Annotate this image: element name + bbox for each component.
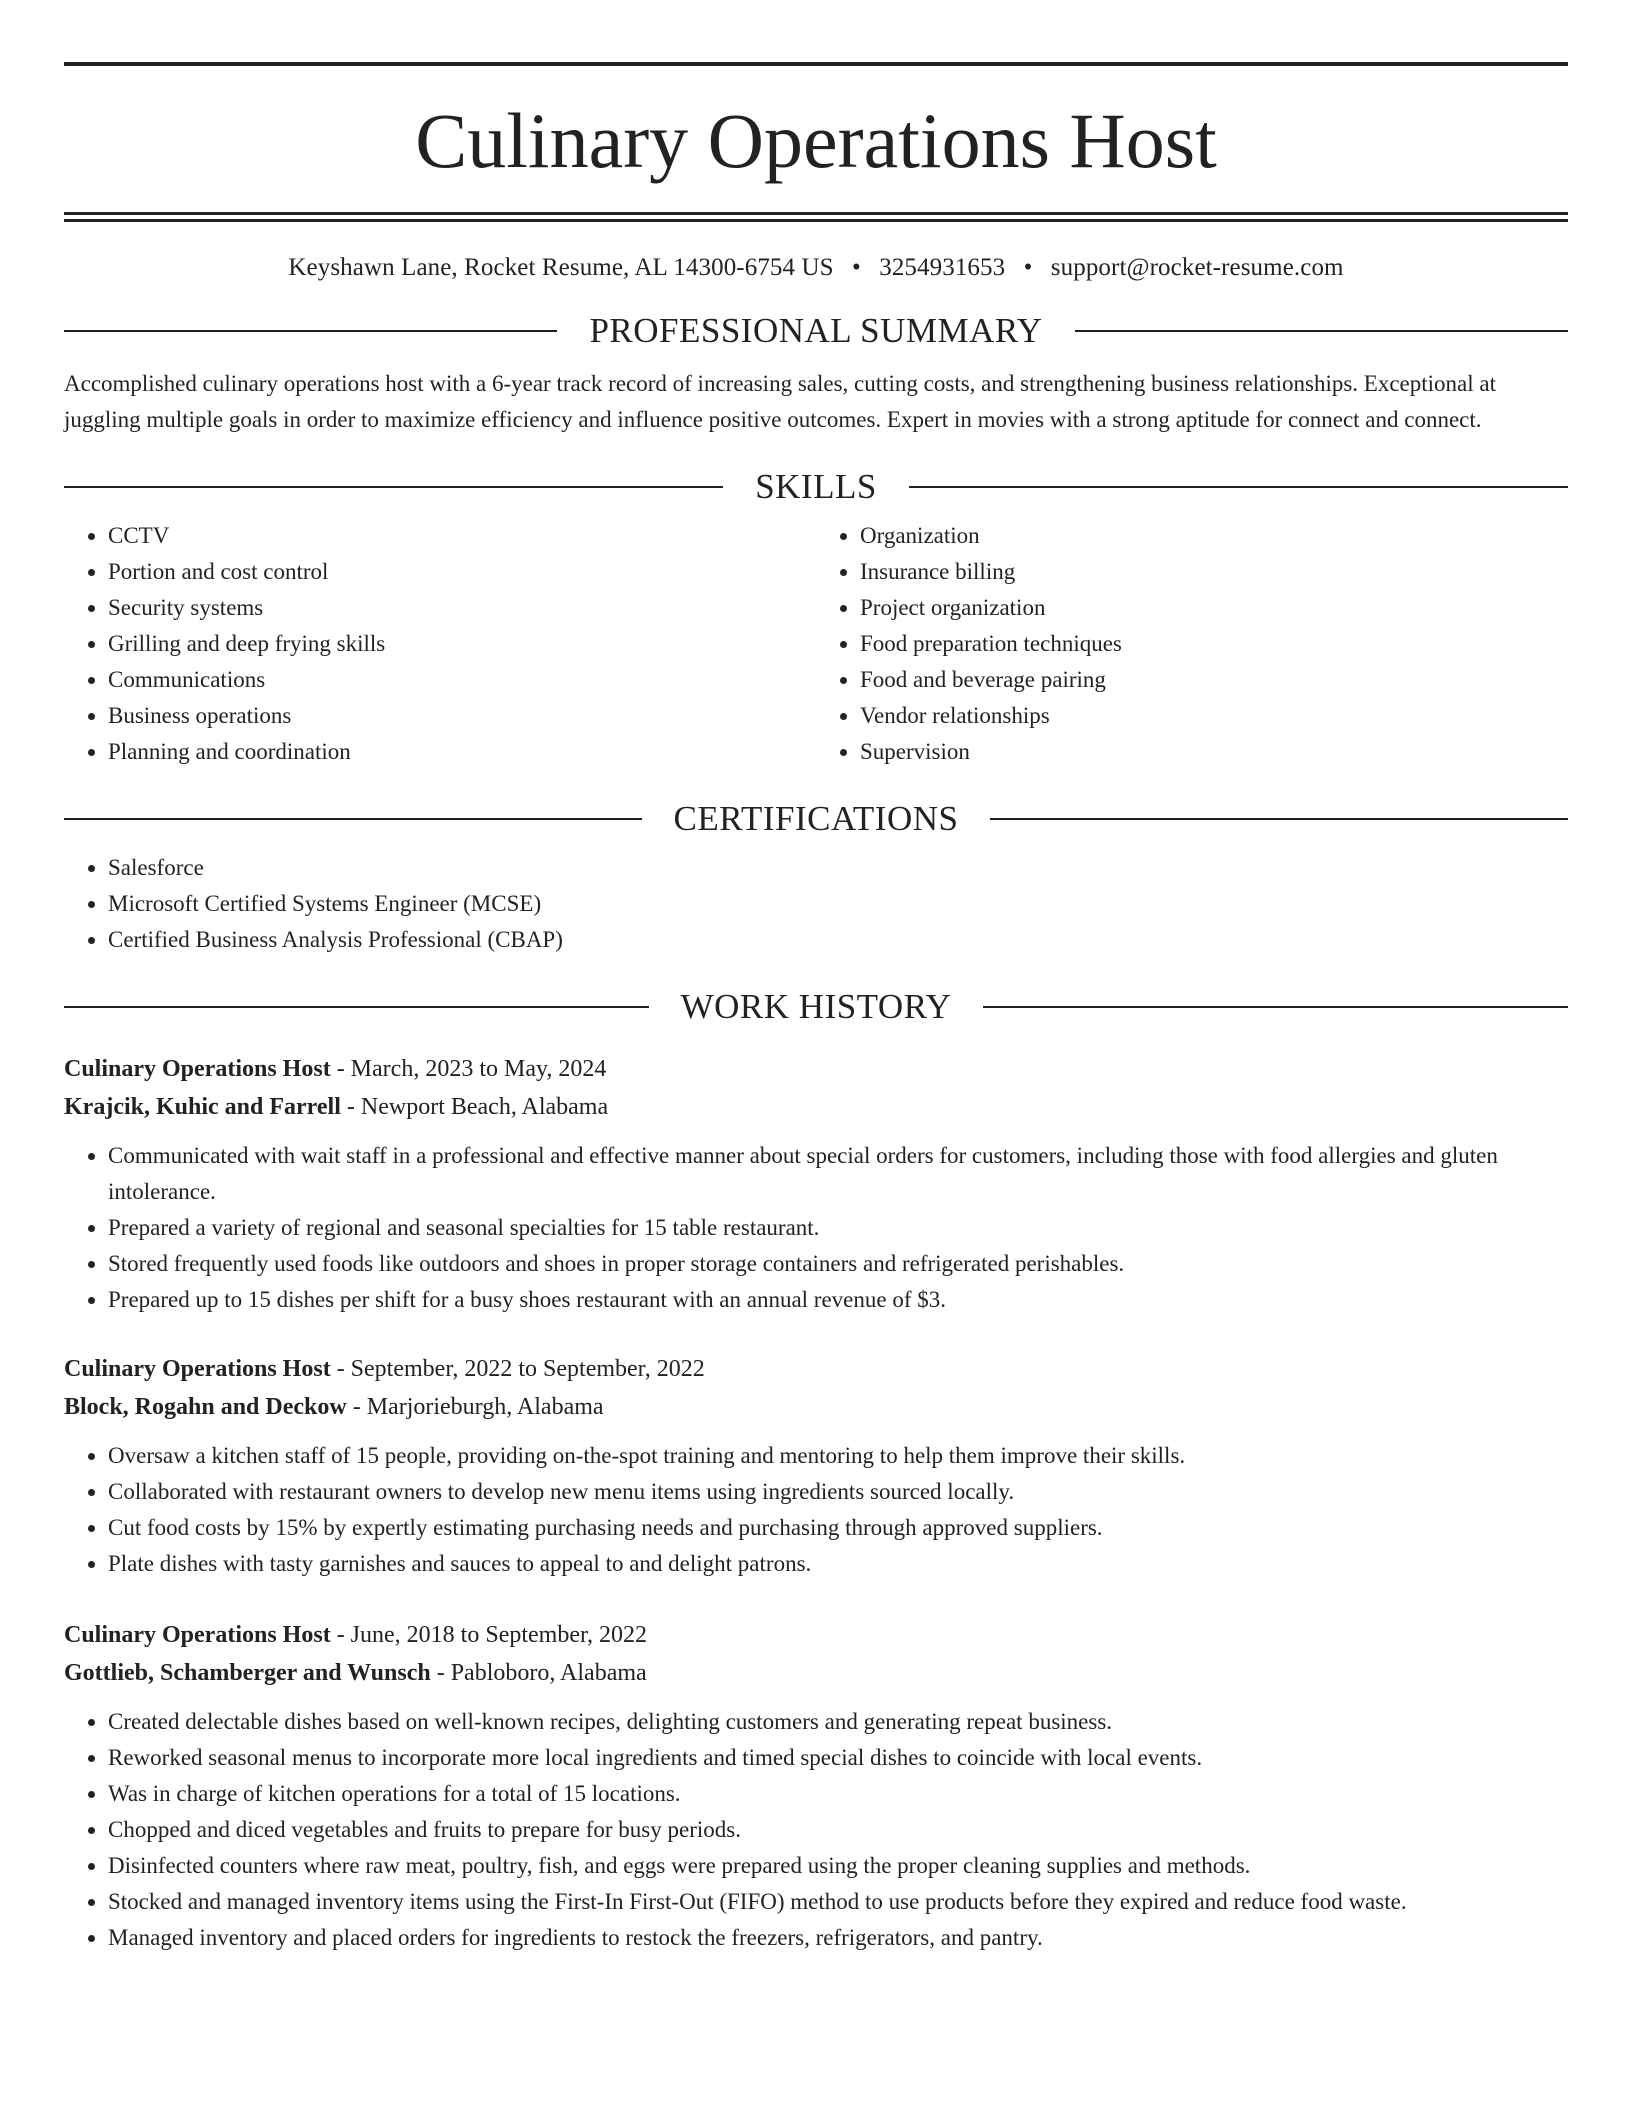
job-bullet: • Communicated with wait staff in a professional and effective manner about special orders for customers, including those with food allergies and gluten intolerance.: [108, 1138, 1568, 1210]
skill-item: • Planning and coordination: [108, 734, 816, 770]
skill-item: • Business operations: [108, 698, 816, 734]
heading-rule-left: [64, 1006, 649, 1008]
job-role-line: [64, 1050, 1568, 1088]
job-location: - Marjorieburgh, Alabama: [346, 1394, 604, 1420]
job-bullet: • Cut food costs by 15% by expertly estimating purchasing needs and purchasing through approved suppliers.: [108, 1510, 1568, 1546]
section-title: PROFESSIONAL SUMMARY: [589, 311, 1043, 350]
section-title: SKILLS: [755, 467, 877, 506]
section-skills-heading: [64, 466, 1568, 508]
job-bullet: • Stocked and managed inventory items using the First-In First-Out (FIFO) method to use products before they expired and reduce food waste.: [108, 1884, 1568, 1920]
heading-rule-right: [1075, 330, 1568, 332]
job-company-line: [64, 1654, 1568, 1692]
skill-item: • Food preparation techniques: [860, 626, 1568, 662]
skill-item: • Security systems: [108, 590, 816, 626]
skill-item: • Project organization: [860, 590, 1568, 626]
job-bullet: • Reworked seasonal menus to incorporate more local ingredients and timed special dishes to coincide with local events.: [108, 1740, 1568, 1776]
contact-line: [64, 254, 1568, 282]
certification-item: • Microsoft Certified Systems Engineer (MCSE): [108, 886, 1568, 922]
skill-item: • Vendor relationships: [860, 698, 1568, 734]
job-bullet: • Collaborated with restaurant owners to develop new menu items using ingredients sourced locally.: [108, 1474, 1568, 1510]
title-double-rule: [64, 212, 1568, 222]
contact-separator: •: [852, 254, 861, 281]
section-title: CERTIFICATIONS: [673, 799, 959, 838]
job-bullets: [64, 1138, 1568, 1318]
skill-item: • Portion and cost control: [108, 554, 816, 590]
skill-item: • Food and beverage pairing: [860, 662, 1568, 698]
skill-item: • Insurance billing: [860, 554, 1568, 590]
section-certifications-heading: [64, 798, 1568, 840]
job-bullet: • Prepared up to 15 dishes per shift for a busy shoes restaurant with an annual revenue of $3.: [108, 1282, 1568, 1318]
job-company: Gottlieb, Schamberger and Wunsch: [64, 1660, 431, 1686]
section-work-heading: [64, 986, 1568, 1028]
skill-item: • Organization: [860, 518, 1568, 554]
job-dates: - June, 2018 to September, 2022: [330, 1622, 648, 1648]
heading-rule-right: [983, 1006, 1568, 1008]
certification-item: • Certified Business Analysis Professional (CBAP): [108, 922, 1568, 958]
contact-separator: •: [1023, 254, 1033, 281]
job-entry: [64, 1350, 1568, 1582]
job-bullet: • Disinfected counters where raw meat, poultry, fish, and eggs were prepared using the proper cleaning supplies and methods.: [108, 1848, 1568, 1884]
job-role-line: [64, 1350, 1568, 1388]
job-role: Culinary Operations Host: [64, 1356, 331, 1382]
job-company: Block, Rogahn and Deckow: [64, 1394, 347, 1420]
contact-email: support@rocket-resume.com: [1050, 254, 1344, 281]
heading-rule-right: [909, 486, 1568, 488]
job-bullets: [64, 1438, 1568, 1582]
job-role: Culinary Operations Host: [64, 1056, 331, 1082]
job-entry: [64, 1050, 1568, 1318]
certification-item: • Salesforce: [108, 850, 1568, 886]
job-role: Culinary Operations Host: [64, 1622, 331, 1648]
skills-list-right: [816, 518, 1568, 770]
contact-phone: 3254931653: [879, 254, 1006, 281]
section-summary-heading: [64, 310, 1568, 352]
skill-item: • Grilling and deep frying skills: [108, 626, 816, 662]
job-bullet: • Chopped and diced vegetables and fruits to prepare for busy periods.: [108, 1812, 1568, 1848]
heading-rule-left: [64, 486, 723, 488]
job-dates: - March, 2023 to May, 2024: [330, 1056, 607, 1082]
heading-rule-left: [64, 818, 642, 820]
contact-address: Keyshawn Lane, Rocket Resume, AL 14300-6754 US: [288, 254, 834, 281]
heading-rule-right: [990, 818, 1568, 820]
job-bullet: • Was in charge of kitchen operations for a total of 15 locations.: [108, 1776, 1568, 1812]
top-rule: [64, 62, 1568, 66]
job-company: Krajcik, Kuhic and Farrell: [64, 1094, 341, 1120]
job-bullet: • Plate dishes with tasty garnishes and sauces to appeal to and delight patrons.: [108, 1546, 1568, 1582]
skills-list-left: [64, 518, 816, 770]
job-location: - Newport Beach, Alabama: [340, 1094, 609, 1120]
job-company-line: [64, 1088, 1568, 1126]
job-bullets: [64, 1704, 1568, 1956]
resume-page: [64, 62, 1568, 1956]
job-bullet: • Created delectable dishes based on well-known recipes, delighting customers and generating repeat business.: [108, 1704, 1568, 1740]
certifications-list: [64, 850, 1568, 958]
job-role-line: [64, 1616, 1568, 1654]
job-bullet: • Prepared a variety of regional and seasonal specialties for 15 table restaurant.: [108, 1210, 1568, 1246]
job-company-line: [64, 1388, 1568, 1426]
job-bullet: • Oversaw a kitchen staff of 15 people, providing on-the-spot training and mentoring to help them improve their skills.: [108, 1438, 1568, 1474]
skill-item: • Communications: [108, 662, 816, 698]
skill-item: • CCTV: [108, 518, 816, 554]
heading-rule-left: [64, 330, 557, 332]
job-location: - Pabloboro, Alabama: [430, 1660, 647, 1686]
skills-columns: [64, 518, 1568, 770]
job-entry: [64, 1616, 1568, 1956]
summary-text: Accomplished culinary operations host with a 6-year track record of increasing sales, cutting costs, and strengthening business relationships. Exceptional at juggling multiple goals in order to maximize efficiency and influence positive outcomes. Expert in movies with a strong aptitude for connect and connect.: [64, 371, 1496, 432]
job-dates: - September, 2022 to September, 2022: [330, 1356, 705, 1382]
skill-item: • Supervision: [860, 734, 1568, 770]
job-bullet: • Stored frequently used foods like outdoors and shoes in proper storage containers and refrigerated perishables.: [108, 1246, 1568, 1282]
job-bullet: • Managed inventory and placed orders for ingredients to restock the freezers, refrigerators, and pantry.: [108, 1920, 1568, 1956]
resume-title: Culinary Operations Host: [415, 97, 1217, 184]
section-title: WORK HISTORY: [680, 987, 952, 1026]
